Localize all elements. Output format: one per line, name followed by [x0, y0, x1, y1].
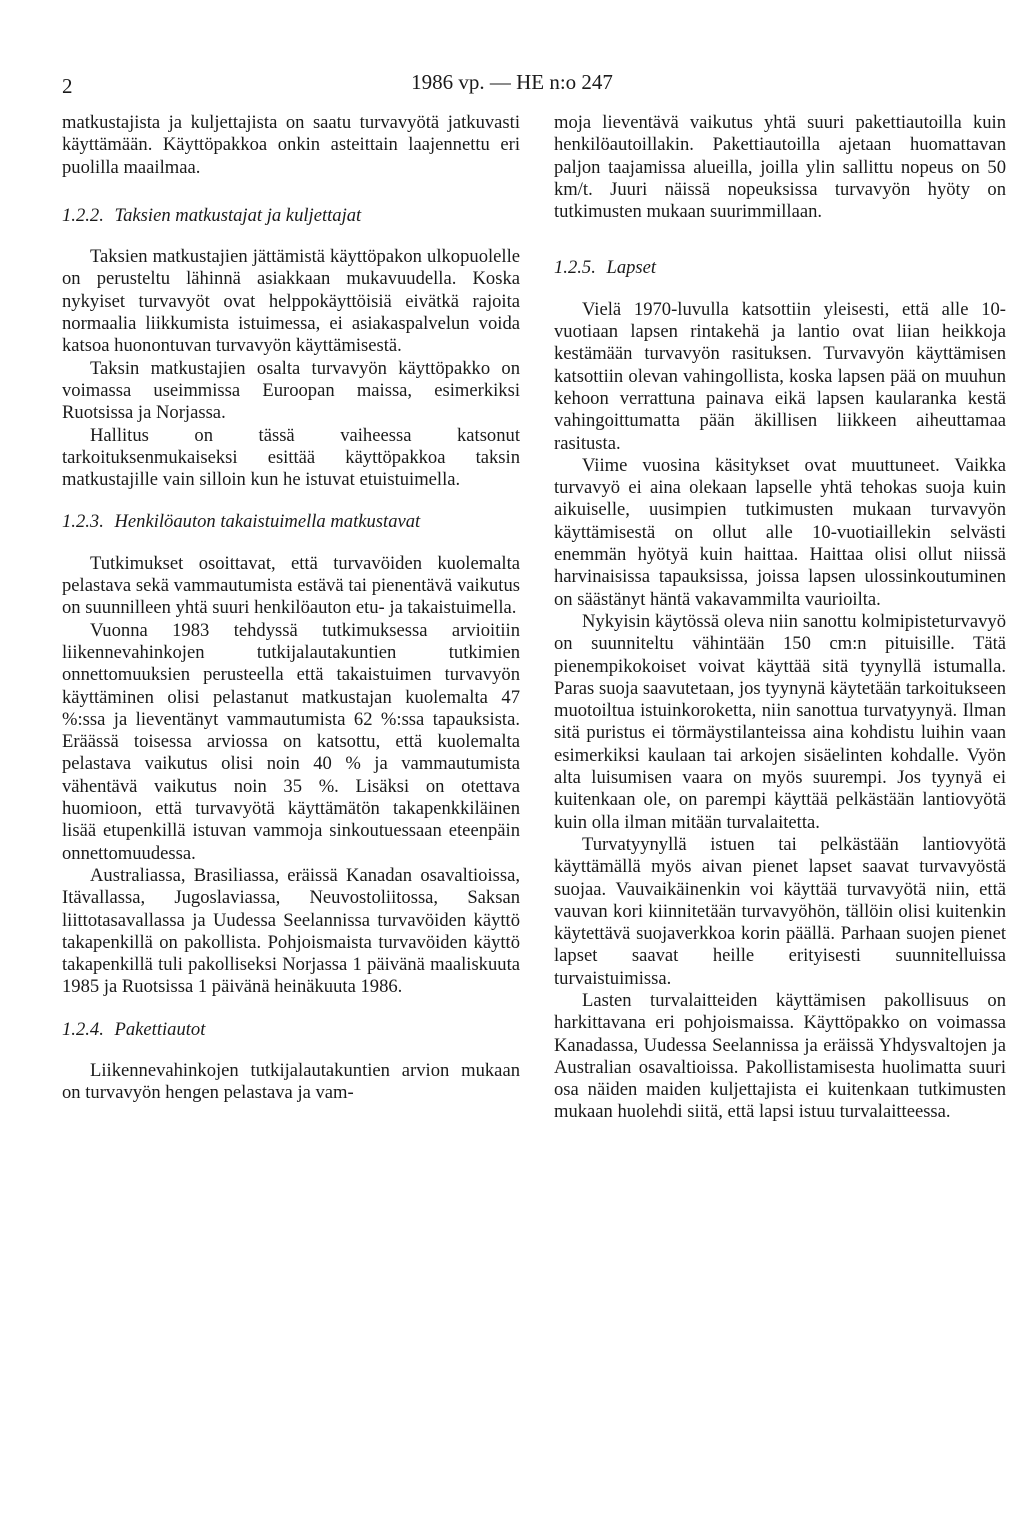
section-heading-1-2-5 [554, 257, 1006, 279]
paragraph: Nykyisin käytössä oleva niin sanottu kolmipisteturvavyö on suunniteltu vähintään 150 cm:n pituisille. Tätä pienempikokoiset voivat käyttää sitä tyynyllä istumalla. Paras suoja saavutetaan, jos tyynynä käytetään tarkoitukseen muotoiltua istuinkoroketta, niin sanottua turvatyynyä. Ilman sitä puristus ei törmäystilanteissa aina kohdistu luihin vaan esimerkiksi kaulaan tai arkojen sisäelinten kohdalle. Vyön alta luisumisen vaara on myös suurempi. Jos tyynyä ei kuitenkaan ole, on parempi käyttää pelkästään lantiovyötä kuin olla ilman mitään turvalaitetta. [554, 610, 1006, 833]
section-heading-1-2-4 [62, 1019, 520, 1041]
paragraph: Vuonna 1983 tehdyssä tutkimuksessa arvioitiin liikennevahinkojen tutkijalautakuntien tutkimien onnettomuuksien perusteella että takaistuimen turvavyön käyttäminen olisi pelastanut matkustajan kuolemalta 47 %:ssa ja lieventänyt vammautumista 62 %:ssa tapauksista. Eräässä toisessa arviossa on katsottu, että kuolemalta pelastava vaikutus olisi noin 40 % ja vammautumista vähentävä vaikutus noin 35 %. Lisäksi on otettava huomioon, että turvavyötä käyttämätön takapenkkiläinen lisää etupenkillä istuvan vammoja sinkoutuessaan eteenpäin onnettomuudessa. [62, 619, 520, 864]
section-number: 1.2.3. [62, 511, 104, 533]
section-title: Lapset [606, 257, 657, 279]
paragraph: Tutkimukset osoittavat, että turvavöiden kuolemalta pelastava sekä vammautumista estävä tai pienentävä vaikutus on suunnilleen yhtä suuri henkilöauton etu- ja takaistuimella. [62, 552, 520, 619]
section-title: Pakettiautot [114, 1018, 206, 1040]
section-title: Henkilöauton takaistuimella matkustavat [114, 511, 421, 533]
paragraph: Liikennevahinkojen tutkijalautakuntien arvion mukaan on turvavyön hengen pelastava ja vam- [62, 1059, 520, 1104]
section-number: 1.2.4. [62, 1018, 104, 1040]
section-number: 1.2.2. [62, 204, 104, 226]
running-head: 1986 vp. — HE n:o 247 [411, 70, 613, 94]
section-heading-1-2-3 [62, 511, 520, 533]
paragraph: Taksien matkustajien jättämistä käyttöpakon ulkopuolelle on perusteltu lähinnä asiakkaan mukavuudella. Koska nykyiset turvavyöt ovat helppokäyttöisiä eivätkä rajoita normaalia liikkumista istuimessa, ei asiakaspalvelun voida katsoa huonontuvan turvavyön käyttämisestä. [62, 246, 520, 357]
paragraph: Vielä 1970-luvulla katsottiin yleisesti, että alle 10-vuotiaan lapsen rintakehä ja lantio ovat liian heikkoja kestämään turvavyön rasituksen. Turvavyön käyttämisen katsottiin olevan vahingollista, koska lapsen pää on muuhun kehoon verrattuna painava eikä lapsen kaularanka kestä vahingoittumatta pään äkillisen liikkeen aiheuttamaa rasitusta. [554, 298, 1006, 454]
intro-paragraph: matkustajista ja kuljettajista on saatu turvavyötä jatkuvasti käyttämään. Käyttöpakkoa onkin asteittain laajennettu eri puolilla maailmaa. [62, 112, 520, 178]
paragraph: Hallitus on tässä vaiheessa katsonut tarkoituksenmukaiseksi esittää käyttöpakkoa taksin matkustajille vain silloin kun he istuvat etuistuimella. [62, 424, 520, 491]
paragraph: Viime vuosina käsitykset ovat muuttuneet. Vaikka turvavyö ei aina olekaan lapselle yhtä tehokas suoja kuin aikuiselle, uusimpien tutkimusten mukaan turvavyön käyttämisestä on ollut alle 10-vuotiaillekin selvästi enemmän hyötyä kuin haittaa. Haittaa olisi ollut niissä harvinaisissa tapauksissa, joissa lapsen ulossinkoutuminen on säästänyt häntä vakavammilta vaurioilta. [554, 454, 1006, 610]
left-column [62, 112, 520, 1105]
section-heading-1-2-2 [62, 205, 520, 227]
paragraph: Australiassa, Brasiliassa, eräissä Kanadan osavaltioissa, Itävallassa, Jugoslaviassa, Neuvostoliitossa, Saksan liittotasavallassa ja Uudessa Seelannissa turvavöiden käyttö takapenkillä on pakollista. Pohjoismaista turvavöiden käyttö takapenkillä tuli pakolliseksi Norjassa 1 päivänä maaliskuuta 1985 ja Ruotsissa 1 päivänä heinäkuuta 1986. [62, 864, 520, 998]
paragraph: Taksin matkustajien osalta turvavyön käyttöpakko on voimassa useimmissa Euroopan maissa, esimerkiksi Ruotsissa ja Norjassa. [62, 357, 520, 424]
right-column [554, 112, 1006, 1124]
paragraph: Lasten turvalaitteiden käyttämisen pakollisuus on harkittavana eri pohjoismaissa. Käyttöpakko on voimassa Kanadassa, Uudessa Seelannissa ja eräissä Yhdysvaltojen ja Australian osavaltioissa. Pakollistamisesta huolimatta suuri osa näiden maiden kuljettajista ei kuitenkaan tutkimusten mukaan huolehdi siitä, että lapsi istuu turvalaitteessa. [554, 989, 1006, 1123]
page-number: 2 [62, 74, 73, 98]
section-number: 1.2.5. [554, 257, 596, 279]
section-title: Taksien matkustajat ja kuljettajat [114, 204, 362, 226]
continuation-paragraph: moja lieventävä vaikutus yhtä suuri pakettiautoilla kuin henkilöautoillakin. Pakettiautoilla ajetaan huomattavan paljon taajamissa alueilla, joilla ylin sallittu nopeus on 50 km/t. Juuri näissä nopeuksissa turvavyön hyöty on tutkimusten mukaan suurimmillaan. [554, 112, 1006, 223]
paragraph: Turvatyynyllä istuen tai pelkästään lantiovyötä käyttämällä myös aivan pienet lapset saavat turvavyöstä suojaa. Vauvaikäinenkin voi käyttää turvavyötä niin, että vauvan kori kiinnitetään turvavyöhön, tällöin olisi kuitenkin käytettävä suojaverkkoa korin päällä. Parhaan suojen pienet lapset saavat heille erityisesti suunnitelluissa turvaistuimissa. [554, 833, 1006, 989]
